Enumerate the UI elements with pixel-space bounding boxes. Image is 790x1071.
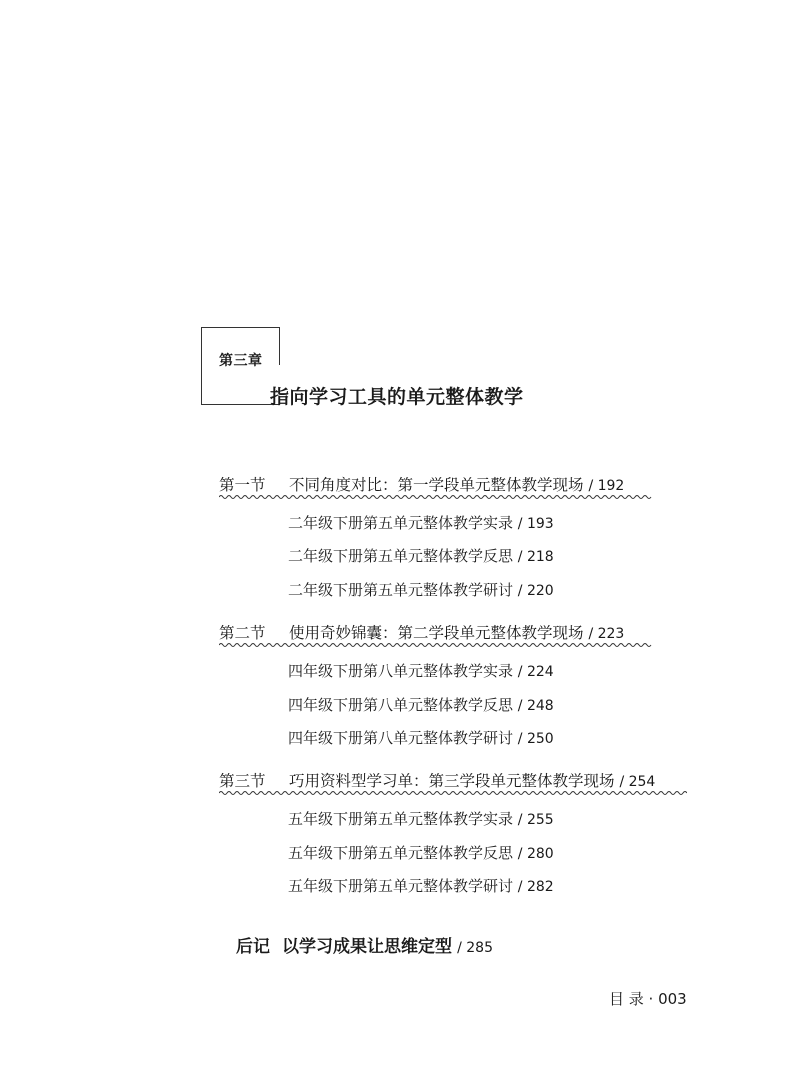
section-title: 不同角度对比：第一学段单元整体教学现场 (289, 476, 584, 494)
item-page: / 280 (517, 846, 554, 862)
chapter-label: 第三章 (219, 353, 263, 369)
item-page: / 250 (517, 731, 554, 747)
toc-item[interactable] (288, 875, 554, 896)
toc-item[interactable] (288, 694, 554, 715)
toc-item[interactable] (288, 842, 554, 863)
section-number: 第一节 (219, 476, 266, 494)
section-title: 巧用资料型学习单：第三学段单元整体教学现场 (289, 772, 615, 790)
item-title: 四年级下册第八单元整体教学实录 (288, 662, 514, 680)
toc-item[interactable] (288, 545, 554, 566)
toc-afterword[interactable] (236, 932, 493, 957)
toc-item[interactable] (288, 660, 554, 681)
toc-item[interactable] (288, 512, 554, 533)
wavy-underline (219, 790, 687, 796)
item-title: 五年级下册第五单元整体教学实录 (288, 810, 514, 828)
wavy-underline (219, 642, 653, 648)
afterword-page: / 285 (457, 940, 493, 956)
item-title: 二年级下册第五单元整体教学研讨 (288, 581, 514, 599)
item-page: / 218 (517, 549, 554, 565)
item-title: 二年级下册第五单元整体教学实录 (288, 514, 514, 532)
afterword-label: 后记 (236, 937, 270, 957)
page-footer: 目 录 · 003 (609, 990, 687, 1008)
section-number: 第二节 (219, 624, 266, 642)
toc-section-3[interactable] (219, 769, 655, 791)
item-page: / 248 (517, 698, 554, 714)
item-page: / 193 (517, 516, 554, 532)
section-page: / 192 (588, 478, 625, 494)
item-title: 五年级下册第五单元整体教学研讨 (288, 877, 514, 895)
item-title: 四年级下册第八单元整体教学研讨 (288, 729, 514, 747)
toc-item[interactable] (288, 579, 554, 600)
item-page: / 220 (517, 583, 554, 599)
toc-item[interactable] (288, 727, 554, 748)
item-page: / 224 (517, 664, 554, 680)
toc-section-2[interactable] (219, 621, 624, 643)
section-number: 第三节 (219, 772, 266, 790)
item-title: 二年级下册第五单元整体教学反思 (288, 547, 514, 565)
item-title: 五年级下册第五单元整体教学反思 (288, 844, 514, 862)
item-title: 四年级下册第八单元整体教学反思 (288, 696, 514, 714)
wavy-underline (219, 494, 653, 500)
section-page: / 223 (588, 626, 625, 642)
toc-item[interactable] (288, 808, 554, 829)
item-page: / 255 (517, 812, 554, 828)
item-page: / 282 (517, 879, 554, 895)
section-page: / 254 (619, 774, 656, 790)
chapter-title: 指向学习工具的单元整体教学 (270, 386, 524, 408)
afterword-title: 以学习成果让思维定型 (282, 937, 452, 957)
section-title: 使用奇妙锦囊：第二学段单元整体教学现场 (289, 624, 584, 642)
toc-section-1[interactable] (219, 473, 624, 495)
